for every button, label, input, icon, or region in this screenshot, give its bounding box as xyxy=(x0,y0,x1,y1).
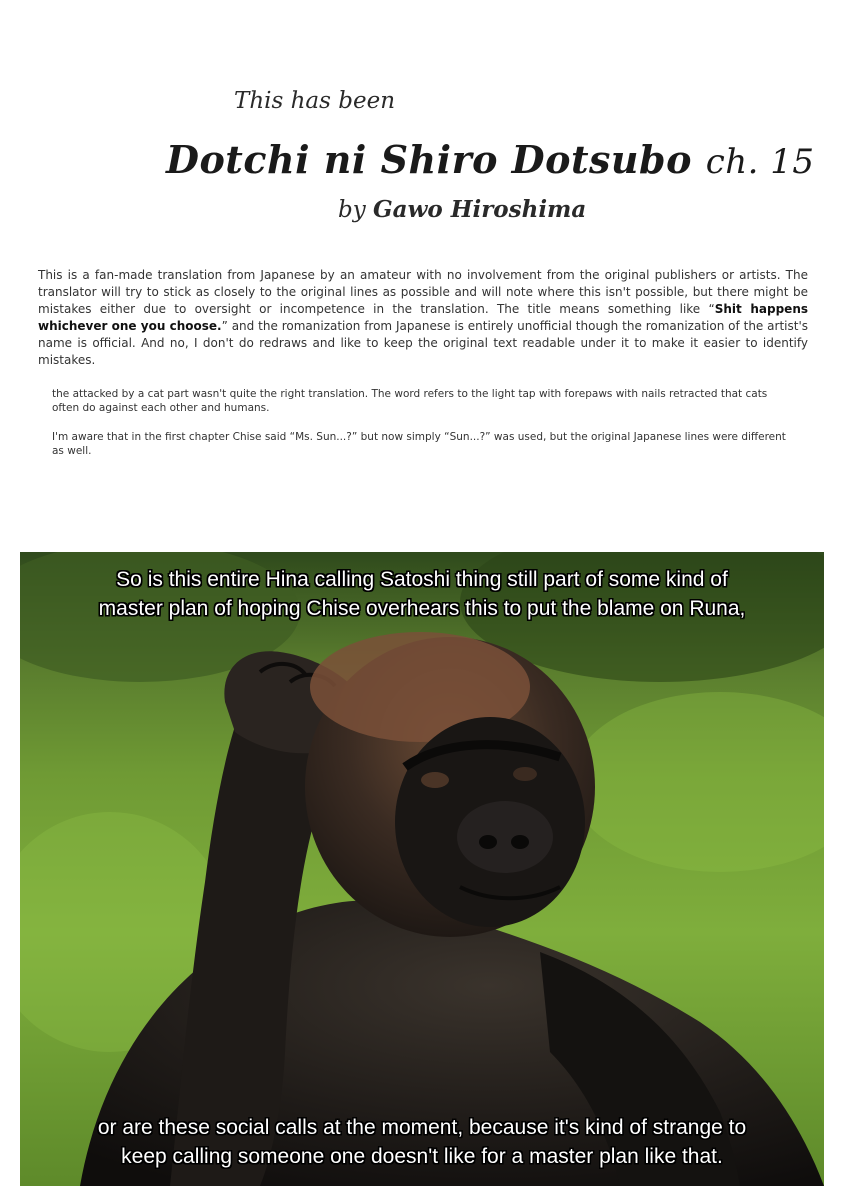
caption-bottom-line-2: keep calling someone one doesn't like for a master plan like that. xyxy=(121,1145,723,1168)
disclaimer-paragraph xyxy=(38,267,808,369)
page-title xyxy=(166,137,815,182)
meme-caption-bottom xyxy=(20,1113,824,1171)
author-name: Gawo Hiroshima xyxy=(373,196,587,223)
chapter-label: ch. 15 xyxy=(705,142,815,182)
byline xyxy=(338,196,586,223)
caption-top-line-2: master plan of hoping Chise overhears this to put the blame on Runa, xyxy=(98,597,746,620)
series-title: Dotchi ni Shiro Dotsubo xyxy=(166,137,692,182)
byline-by: by xyxy=(338,197,366,223)
translator-note-1: the attacked by a cat part wasn't quite the right translation. The word refers to the light tap with forepaws with nails retracted that cats often do against each other and humans. xyxy=(52,388,768,414)
caption-bottom-line-1: or are these social calls at the moment, because it's kind of strange to xyxy=(97,1116,747,1139)
disclaimer-part1: This is a fan-made translation from Japanese by an amateur with no involvement from the original publishers or artists. The translator will try to stick as closely to the original lines as possible and will note where this isn't possible, but there might be mistakes either due to oversight or incompetence in the translation. The title means something like “ xyxy=(38,268,808,316)
meme-caption-top xyxy=(20,565,824,623)
translator-note-2: I'm aware that in the first chapter Chise said “Ms. Sun...?” but now simply “Sun...?” was used, but the original Japanese lines were different as well. xyxy=(52,431,786,457)
disclaimer-title-meaning: Shit happens whichever one you choose. xyxy=(38,302,808,333)
intro-text: This has been xyxy=(234,88,396,114)
caption-top-line-1: So is this entire Hina calling Satoshi thing still part of some kind of xyxy=(116,568,728,591)
disclaimer-part2: ” and the romanization from Japanese is entirely unofficial though the romanization of the artist's name is official. And no, I don't do redraws and like to keep the original text readable under it to make it easier to identify mistakes. xyxy=(38,319,809,367)
gorilla-photo xyxy=(20,552,824,1186)
meme-image xyxy=(20,552,824,1186)
